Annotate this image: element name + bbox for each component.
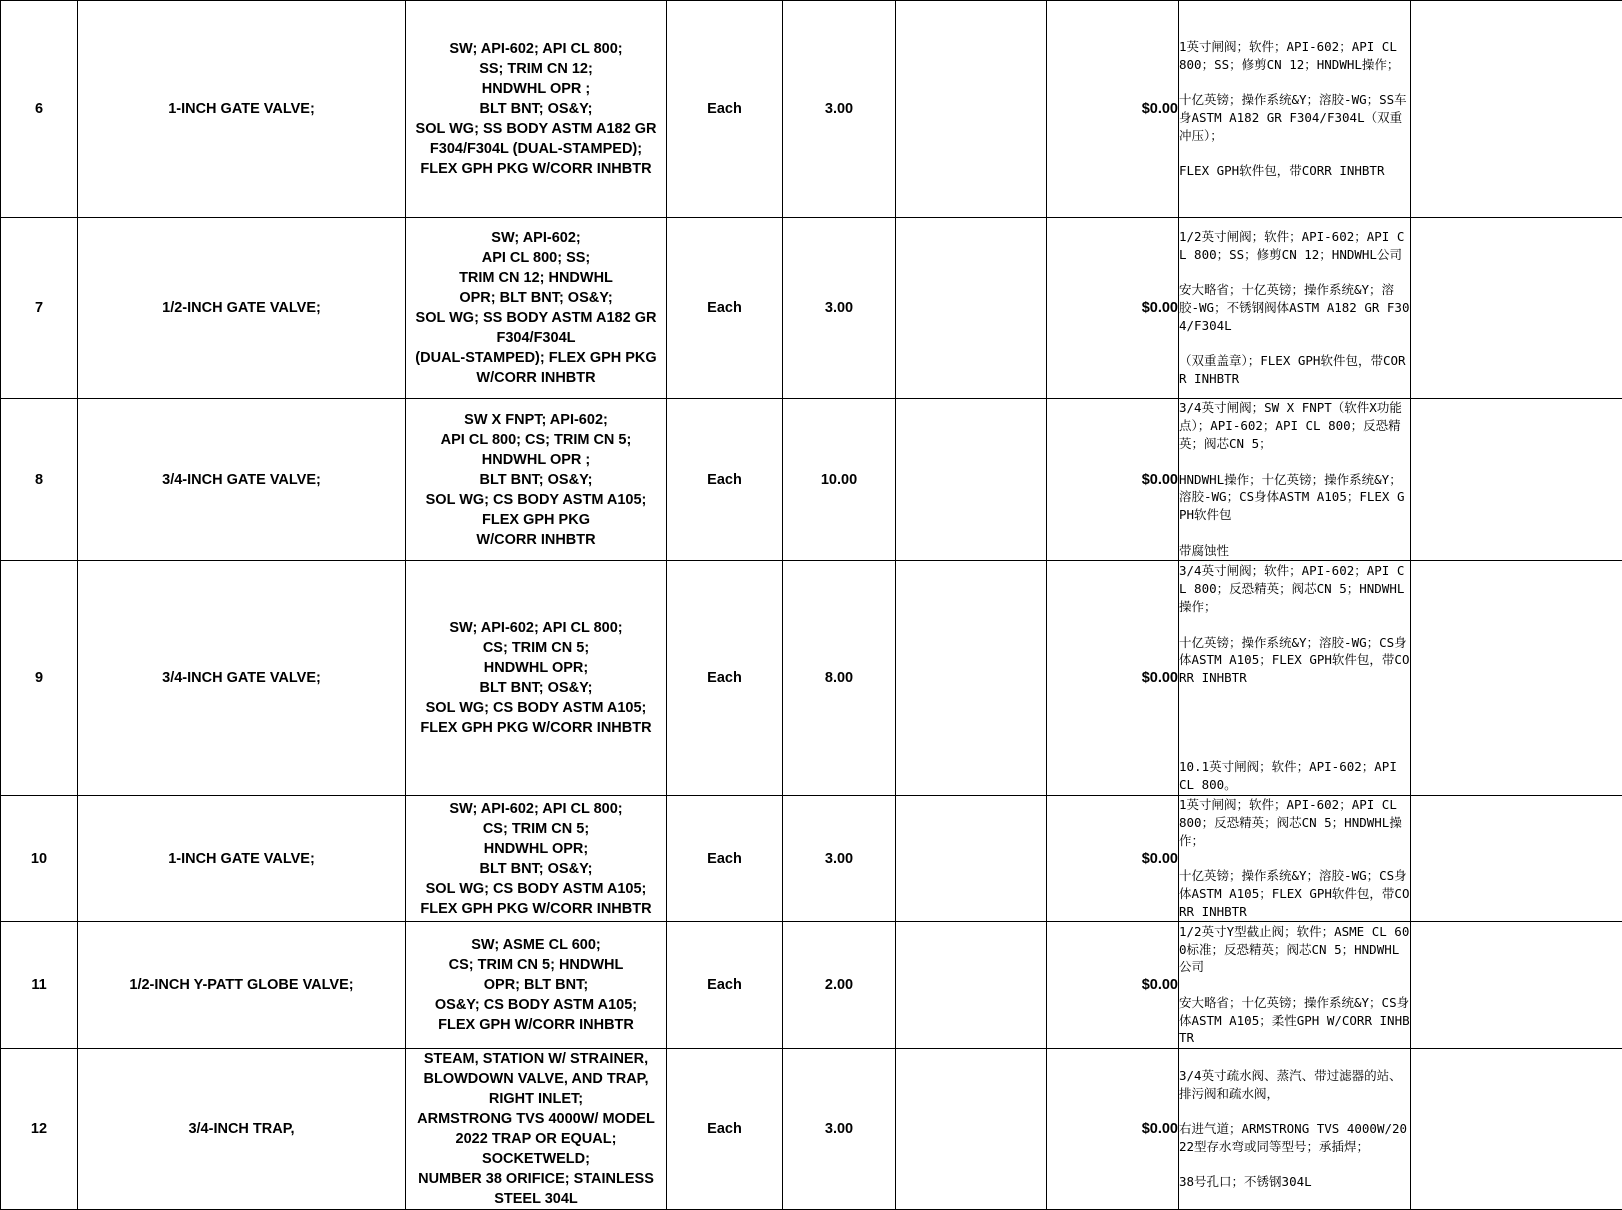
item-spec[interactable]: SW; API-602; API CL 800; CS; TRIM CN 5; HNDWHL OPR; BLT BNT; OS&Y; SOL WG; CS BODY ASTM A105; FLEX GPH PKG W/CORR INHBTR [406,561,667,796]
empty-cell[interactable] [1411,218,1622,399]
empty-cell[interactable] [1411,1049,1622,1210]
item-name[interactable]: 3/4-INCH GATE VALVE; [78,399,406,561]
quantity-cell[interactable]: 3.00 [783,1,896,218]
table-row [1,1049,1622,1210]
unit-cell[interactable]: Each [667,561,783,796]
blank-cell[interactable] [896,1,1047,218]
quantity-cell[interactable]: 3.00 [783,1049,896,1210]
item-name[interactable]: 1-INCH GATE VALVE; [78,796,406,922]
chinese-translation[interactable]: 1/2英寸闸阀；软件；API-602；API CL 800；SS；修剪CN 12；HNDWHL公司 安大略省；十亿英镑；操作系统&Y；溶胶-WG；不锈钢阀体ASTM A182 GR F304/F304L （双重盖章）；FLEX GPH软件包，带CORR INHBTR [1179,218,1411,399]
table-row [1,561,1622,796]
row-number[interactable]: 10 [1,796,78,922]
price-cell[interactable]: $0.00 [1047,218,1179,399]
empty-cell[interactable] [1411,1,1622,218]
item-name[interactable]: 3/4-INCH TRAP, [78,1049,406,1210]
row-number[interactable]: 9 [1,561,78,796]
quantity-cell[interactable]: 8.00 [783,561,896,796]
row-number[interactable]: 12 [1,1049,78,1210]
row-number[interactable]: 7 [1,218,78,399]
item-name[interactable]: 1/2-INCH GATE VALVE; [78,218,406,399]
chinese-translation[interactable]: 1英寸闸阀；软件；API-602；API CL 800；SS；修剪CN 12；HNDWHL操作； 十亿英镑；操作系统&Y；溶胶-WG；SS车身ASTM A182 GR F304/F304L（双重冲压）； FLEX GPH软件包，带CORR INHBTR [1179,1,1411,218]
blank-cell[interactable] [896,399,1047,561]
table-row [1,1,1622,218]
blank-cell[interactable] [896,1049,1047,1210]
price-cell[interactable]: $0.00 [1047,1,1179,218]
empty-cell[interactable] [1411,561,1622,796]
price-cell[interactable]: $0.00 [1047,561,1179,796]
price-cell[interactable]: $0.00 [1047,399,1179,561]
item-name[interactable]: 1/2-INCH Y-PATT GLOBE VALVE; [78,922,406,1049]
chinese-translation[interactable]: 3/4英寸闸阀；软件；API-602；API CL 800；反恐精英；阀芯CN 5；HNDWHL操作； 十亿英镑；操作系统&Y；溶胶-WG；CS身体ASTM A105；FLEX GPH软件包，带CORR INHBTR 10.1英寸闸阀；软件；API-602；API CL 800。 [1179,561,1411,796]
quantity-cell[interactable]: 3.00 [783,796,896,922]
item-name[interactable]: 1-INCH GATE VALVE; [78,1,406,218]
item-spec[interactable]: SW; ASME CL 600; CS; TRIM CN 5; HNDWHL OPR; BLT BNT; OS&Y; CS BODY ASTM A105; FLEX GPH W/CORR INHBTR [406,922,667,1049]
blank-cell[interactable] [896,922,1047,1049]
blank-cell[interactable] [896,796,1047,922]
row-number[interactable]: 11 [1,922,78,1049]
item-spec[interactable]: SW; API-602; API CL 800; CS; TRIM CN 5; HNDWHL OPR; BLT BNT; OS&Y; SOL WG; CS BODY ASTM A105; FLEX GPH PKG W/CORR INHBTR [406,796,667,922]
unit-cell[interactable]: Each [667,1049,783,1210]
table-row [1,218,1622,399]
unit-cell[interactable]: Each [667,796,783,922]
item-spec[interactable]: SW; API-602; API CL 800; SS; TRIM CN 12; HNDWHL OPR ; BLT BNT; OS&Y; SOL WG; SS BODY ASTM A182 GR F304/F304L (DUAL-STAMPED); FLEX GPH PKG W/CORR INHBTR [406,1,667,218]
item-spec[interactable]: SW; API-602; API CL 800; SS; TRIM CN 12; HNDWHL OPR; BLT BNT; OS&Y; SOL WG; SS BODY ASTM A182 GR F304/F304L (DUAL-STAMPED); FLEX GPH PKG W/CORR INHBTR [406,218,667,399]
empty-cell[interactable] [1411,399,1622,561]
blank-cell[interactable] [896,218,1047,399]
chinese-translation[interactable]: 1英寸闸阀；软件；API-602；API CL 800；反恐精英；阀芯CN 5；HNDWHL操作； 十亿英镑；操作系统&Y；溶胶-WG；CS身体ASTM A105；FLEX GPH软件包，带CORR INHBTR [1179,796,1411,922]
row-number[interactable]: 8 [1,399,78,561]
unit-cell[interactable]: Each [667,218,783,399]
blank-cell[interactable] [896,561,1047,796]
table-row [1,922,1622,1049]
item-spec[interactable]: SW X FNPT; API-602; API CL 800; CS; TRIM CN 5; HNDWHL OPR ; BLT BNT; OS&Y; SOL WG; CS BODY ASTM A105; FLEX GPH PKG W/CORR INHBTR [406,399,667,561]
quantity-cell[interactable]: 3.00 [783,218,896,399]
unit-cell[interactable]: Each [667,1,783,218]
chinese-translation[interactable]: 3/4英寸疏水阀、蒸汽、带过滤器的站、排污阀和疏水阀， 右进气道；ARMSTRONG TVS 4000W/2022型存水弯或同等型号；承插焊； 38号孔口；不锈钢304L [1179,1049,1411,1210]
empty-cell[interactable] [1411,796,1622,922]
unit-cell[interactable]: Each [667,399,783,561]
unit-cell[interactable]: Each [667,922,783,1049]
chinese-translation[interactable]: 1/2英寸Y型截止阀；软件；ASME CL 600标准；反恐精英；阀芯CN 5；HNDWHL公司 安大略省；十亿英镑；操作系统&Y；CS身体ASTM A105；柔性GPH W/CORR INHBTR [1179,922,1411,1049]
empty-cell[interactable] [1411,922,1622,1049]
chinese-translation[interactable]: 3/4英寸闸阀；SW X FNPT（软件X功能点）；API-602；API CL 800；反恐精英；阀芯CN 5； HNDWHL操作；十亿英镑；操作系统&Y；溶胶-WG；CS身体ASTM A105；FLEX GPH软件包 带腐蚀性 [1179,399,1411,561]
item-spec[interactable]: STEAM, STATION W/ STRAINER, BLOWDOWN VALVE, AND TRAP, RIGHT INLET; ARMSTRONG TVS 4000W/ MODEL 2022 TRAP OR EQUAL; SOCKETWELD; NUMBER 38 ORIFICE; STAINLESS STEEL 304L [406,1049,667,1210]
quantity-cell[interactable]: 2.00 [783,922,896,1049]
price-cell[interactable]: $0.00 [1047,796,1179,922]
price-cell[interactable]: $0.00 [1047,1049,1179,1210]
row-number[interactable]: 6 [1,1,78,218]
price-cell[interactable]: $0.00 [1047,922,1179,1049]
table-row [1,796,1622,922]
quantity-cell[interactable]: 10.00 [783,399,896,561]
item-name[interactable]: 3/4-INCH GATE VALVE; [78,561,406,796]
table-row [1,399,1622,561]
